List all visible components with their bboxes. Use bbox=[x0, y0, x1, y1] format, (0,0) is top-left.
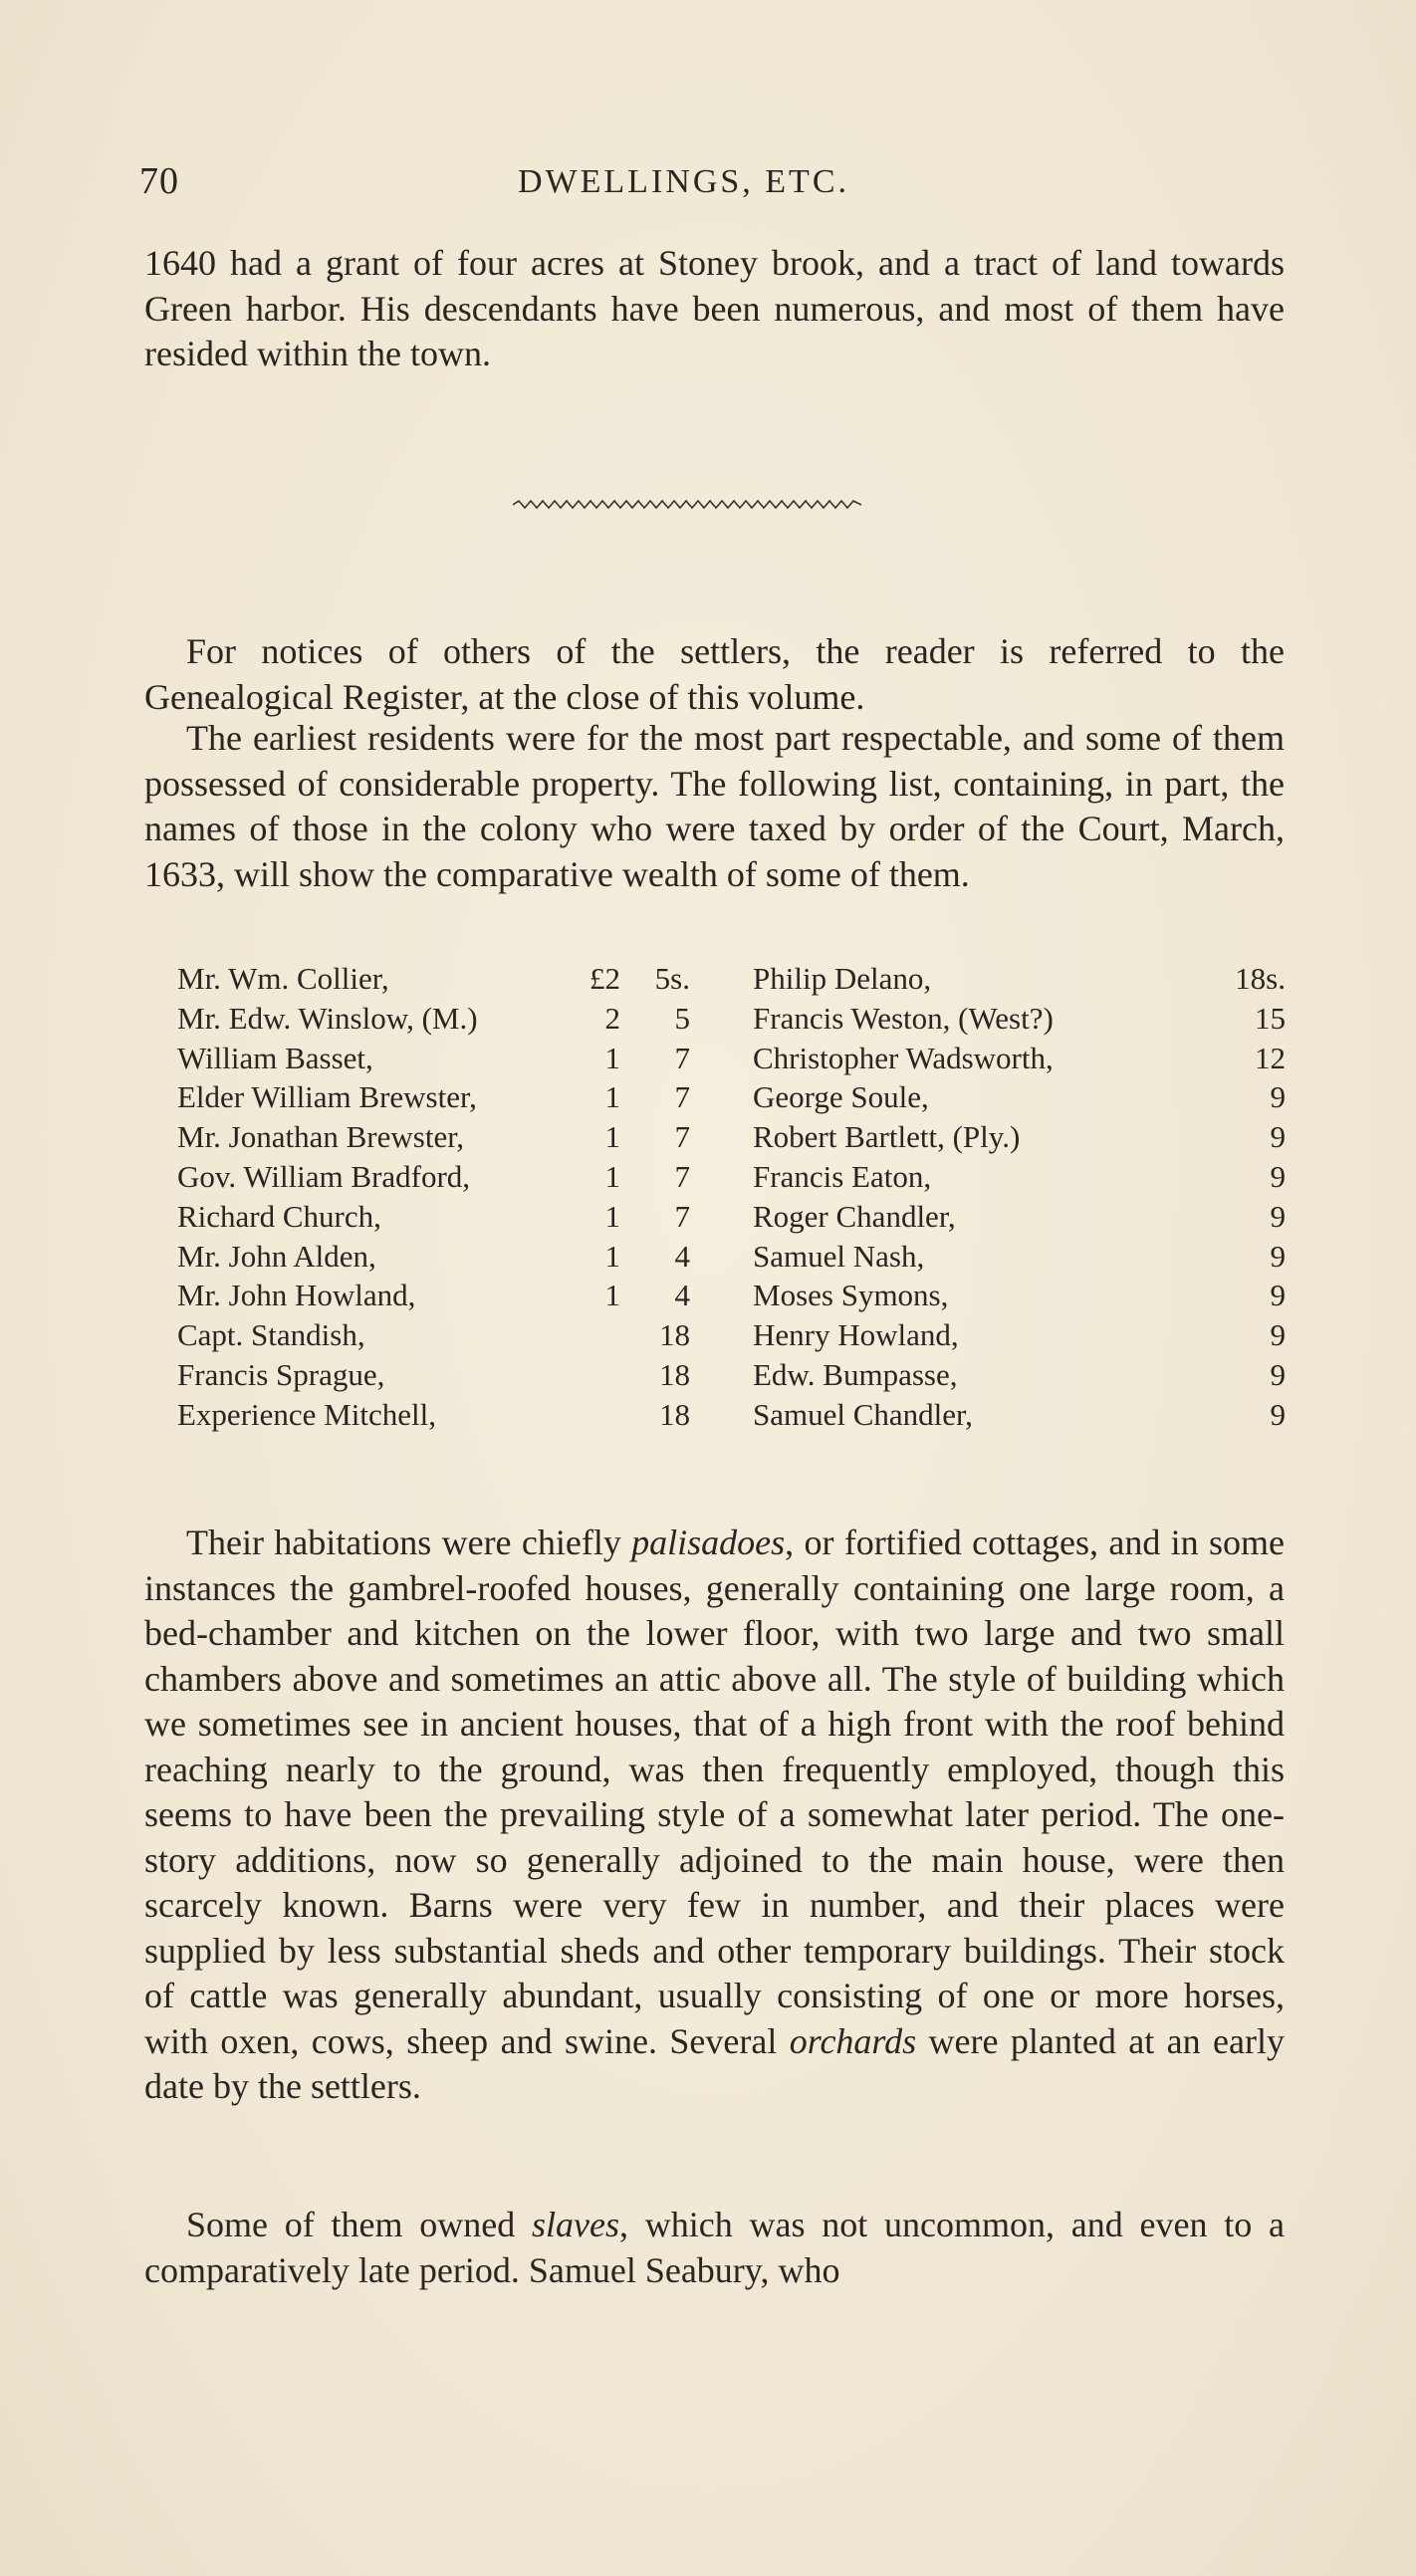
tax-list-row bbox=[753, 1395, 1286, 1435]
tax-pounds: 1 bbox=[604, 1040, 620, 1075]
tax-shillings: 18s. bbox=[1235, 961, 1286, 996]
paragraph-slaves bbox=[144, 2203, 1285, 2293]
taxpayer-name: Roger Chandler, bbox=[753, 1198, 956, 1234]
tax-list-row bbox=[177, 1276, 710, 1315]
tax-shillings: 4 bbox=[674, 1238, 690, 1274]
tax-pounds: 1 bbox=[604, 1238, 620, 1274]
taxpayer-name: Francis Sprague, bbox=[177, 1356, 385, 1392]
taxpayer-name: Mr. Edw. Winslow, (M.) bbox=[177, 1000, 478, 1036]
tax-list-row bbox=[177, 1355, 710, 1395]
tax-shillings: 18 bbox=[659, 1356, 690, 1392]
slaves-text-b: , which was not uncommon, and even to a comparatively late period. Samuel Seabury, who bbox=[144, 2205, 1285, 2290]
page-number: 70 bbox=[139, 160, 179, 202]
tax-list-row bbox=[753, 1355, 1286, 1395]
tax-list-row bbox=[177, 1157, 710, 1197]
tax-shillings: 9 bbox=[1270, 1396, 1286, 1432]
tax-shillings: 15 bbox=[1255, 1000, 1286, 1036]
taxpayer-name: Francis Weston, (West?) bbox=[753, 1000, 1054, 1036]
tax-shillings: 18 bbox=[659, 1396, 690, 1432]
tax-list-row bbox=[177, 1197, 710, 1237]
taxpayer-name: Experience Mitchell, bbox=[177, 1396, 436, 1432]
tax-pounds: 2 bbox=[604, 1000, 620, 1036]
tax-pounds: 1 bbox=[604, 1278, 620, 1313]
taxpayer-name: George Soule, bbox=[753, 1079, 929, 1115]
tax-list-row bbox=[177, 1117, 710, 1157]
tax-list-left-column bbox=[177, 959, 710, 1435]
taxpayer-name: Mr. Jonathan Brewster, bbox=[177, 1119, 465, 1155]
tax-shillings: 7 bbox=[674, 1079, 690, 1115]
tax-shillings: 7 bbox=[674, 1119, 690, 1155]
taxpayer-name: Samuel Chandler, bbox=[753, 1396, 973, 1432]
taxpayer-name: Mr. Wm. Collier, bbox=[177, 961, 389, 996]
taxpayer-name: Samuel Nash, bbox=[753, 1238, 925, 1274]
tax-list-row bbox=[753, 1117, 1286, 1157]
tax-list-row bbox=[753, 1157, 1286, 1197]
tax-shillings: 9 bbox=[1270, 1356, 1286, 1392]
taxpayer-name: Edw. Bumpasse, bbox=[753, 1356, 958, 1392]
tax-list-row bbox=[177, 999, 710, 1039]
taxpayer-name: Robert Bartlett, (Ply.) bbox=[753, 1119, 1021, 1155]
paragraph-habitations bbox=[144, 1521, 1285, 2110]
taxpayer-name: Gov. William Bradford, bbox=[177, 1158, 471, 1194]
tax-list-row bbox=[177, 1039, 710, 1078]
taxpayer-name: Francis Eaton, bbox=[753, 1158, 932, 1194]
tax-list-row bbox=[753, 1039, 1286, 1078]
slaves-text-a: Some of them owned bbox=[186, 2205, 533, 2244]
tax-pounds: 1 bbox=[604, 1158, 620, 1194]
paragraph-notices: For notices of others of the settlers, the reader is referred to the Genealogical Register, at the close of this volume. bbox=[144, 631, 1285, 717]
tax-list-row bbox=[753, 1197, 1286, 1237]
tax-shillings: 7 bbox=[674, 1198, 690, 1234]
palisadoes-term: palisadoes bbox=[631, 1522, 786, 1562]
tax-list-row bbox=[177, 1315, 710, 1355]
tax-list-row bbox=[177, 1077, 710, 1117]
tax-list-row bbox=[177, 1395, 710, 1435]
tax-list-row bbox=[753, 999, 1286, 1039]
tax-shillings: 7 bbox=[674, 1158, 690, 1194]
page-header bbox=[139, 159, 1285, 209]
taxpayer-name: Richard Church, bbox=[177, 1198, 381, 1234]
tax-list-row bbox=[753, 1315, 1286, 1355]
tax-list-row bbox=[177, 1237, 710, 1277]
taxpayer-name: Elder William Brewster, bbox=[177, 1079, 477, 1115]
tax-shillings: 9 bbox=[1270, 1198, 1286, 1234]
orchards-term: orchards bbox=[789, 2020, 917, 2061]
tax-pounds: 1 bbox=[604, 1198, 620, 1234]
tax-shillings: 18 bbox=[659, 1317, 690, 1353]
tax-shillings: 12 bbox=[1255, 1040, 1286, 1075]
tax-shillings: 5 bbox=[674, 1000, 690, 1036]
section-divider-ornament bbox=[513, 498, 861, 512]
taxpayer-name: Christopher Wadsworth, bbox=[753, 1040, 1054, 1075]
tax-pounds: 1 bbox=[604, 1119, 620, 1155]
habitations-text-b: , or fortified cottages, and in some instances the gambrel-roofed houses, generally containing one large room, a bed-chamber and kitchen on the lower floor, with two large and two small chambers above and sometimes an attic above all. The style of building which we sometimes see in ancient houses, that of a high front with the roof behind reaching nearly to the ground, was then frequently employed, though this seems to have been the prevailing style of a somewhat later period. The one-story additions, now so generally adjoined to the main house, were then scarcely known. Barns were very few in number, and their places were supplied by less substantial sheds and other temporary buildings. Their stock of cattle was generally abundant, usually consisting of one or more horses, with oxen, cows, sheep and swine. Several bbox=[144, 1522, 1286, 2061]
tax-shillings: 9 bbox=[1270, 1119, 1286, 1155]
tax-list-row bbox=[177, 959, 710, 999]
tax-shillings: 7 bbox=[674, 1040, 690, 1075]
taxpayer-name: William Basset, bbox=[177, 1040, 373, 1075]
taxpayer-name: Mr. John Howland, bbox=[177, 1278, 416, 1313]
taxpayer-name: Henry Howland, bbox=[753, 1317, 959, 1353]
tax-list-row bbox=[753, 1276, 1286, 1315]
paragraph-continued: 1640 had a grant of four acres at Stoney brook, and a tract of land towards Green harbor. His descendants have been numerous, and most of them have resided within the town. bbox=[144, 243, 1285, 373]
tax-list-right-column bbox=[753, 959, 1286, 1435]
tax-shillings: 9 bbox=[1270, 1238, 1286, 1274]
tax-shillings: 9 bbox=[1270, 1317, 1286, 1353]
tax-shillings: 4 bbox=[674, 1278, 690, 1313]
tax-pounds: £2 bbox=[590, 961, 620, 996]
tax-shillings: 9 bbox=[1270, 1079, 1286, 1115]
taxpayer-name: Capt. Standish, bbox=[177, 1317, 365, 1353]
tax-pounds: 1 bbox=[604, 1079, 620, 1115]
paragraph-earliest-residents: The earliest residents were for the most part respectable, and some of them possessed of considerable property. The following list, containing, in part, the names of those in the colony who were taxed by order of the Court, March, 1633, will show the comparative wealth of some of them. bbox=[144, 718, 1285, 894]
tax-list-row bbox=[753, 1077, 1286, 1117]
running-head: DWELLINGS, ETC. bbox=[518, 163, 850, 200]
tax-shillings: 9 bbox=[1270, 1278, 1286, 1313]
tax-shillings: 5s. bbox=[654, 961, 690, 996]
habitations-text-a: Their habitations were chiefly bbox=[186, 1522, 632, 1562]
tax-list-row bbox=[753, 1237, 1286, 1277]
habitations-text-c: were planted at an early date by the settlers. bbox=[144, 2020, 1285, 2106]
taxpayer-name: Mr. John Alden, bbox=[177, 1238, 376, 1274]
tax-list-row bbox=[753, 959, 1286, 999]
taxpayer-name: Philip Delano, bbox=[753, 961, 932, 996]
taxpayer-name: Moses Symons, bbox=[753, 1278, 949, 1313]
slaves-term: slaves bbox=[532, 2205, 619, 2244]
tax-shillings: 9 bbox=[1270, 1158, 1286, 1194]
